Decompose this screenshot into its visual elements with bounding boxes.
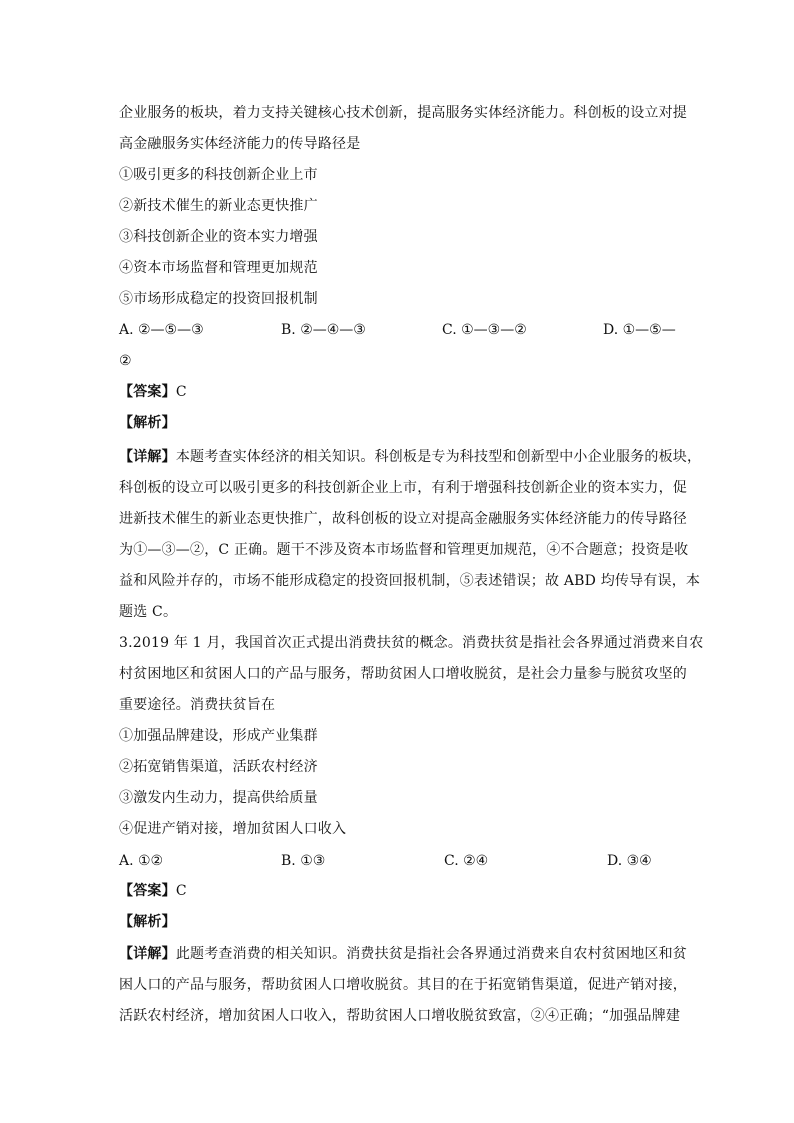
q3-item-4: ④促进产销对接，增加贫困人口收入 [119, 821, 347, 837]
q2-detail-line-1 [119, 447, 701, 467]
q3-option-a: A. ①② [119, 853, 164, 869]
q2-option-b: B. ②—④—③ [281, 322, 366, 338]
q3-stem-line-3: 重要途径。消费扶贫旨在 [119, 697, 276, 713]
q2-detail-tag: 【详解】 [119, 449, 176, 465]
q2-analysis-tag: 【解析】 [119, 415, 176, 431]
q2-answer-tag: 【答案】 [119, 384, 176, 400]
q3-detail-text-1: 此题考查消费的相关知识。消费扶贫是指社会各界通过消费来自农村贫困地区和贫 [175, 946, 688, 962]
q2-detail-line-4: 为①—③—②，C 正确。题干不涉及资本市场监督和管理更加规范，④不合题意；投资是收 [119, 542, 689, 558]
q2-option-a: A. ②—⑤—③ [119, 322, 204, 338]
q2-stem-line-1: 企业服务的板块，着力支持关键核心技术创新，提高服务实体经济能力。科创板的设立对提 [119, 105, 687, 121]
q2-analysis [119, 413, 176, 433]
q2-item-4: ④资本市场监督和管理更加规范 [119, 260, 318, 276]
q3-item-2: ②拓宽销售渠道，活跃农村经济 [119, 759, 318, 775]
q2-answer-value: C [175, 384, 187, 400]
q3-detail-line-3: 活跃农村经济，增加贫困人口收入，帮助贫困人口增收脱贫致富，②④正确；“加强品牌建 [119, 1008, 681, 1024]
q2-detail-line-2: 科创板的设立可以吸引更多的科技创新企业上市，有利于增强科技创新企业的资本实力，促 [119, 480, 687, 496]
q2-option-c: C. ①—③—② [442, 322, 527, 338]
q3-detail-tag: 【详解】 [119, 946, 176, 962]
q3-option-c: C. ②④ [444, 853, 489, 869]
q2-option-d-wrap: ② [119, 353, 132, 369]
q2-option-d: D. ①—⑤— [603, 322, 676, 338]
q3-answer [119, 881, 187, 901]
q3-stem-line-2: 村贫困地区和贫困人口的产品与服务，帮助贫困人口增收脱贫，是社会力量参与脱贫攻坚的 [119, 666, 687, 682]
q2-answer [119, 382, 187, 402]
q3-options [119, 851, 679, 871]
q2-item-5: ⑤市场形成稳定的投资回报机制 [119, 291, 318, 307]
q3-answer-value: C [175, 883, 187, 899]
q3-detail-line-1 [119, 944, 687, 964]
q3-stem-line-1: 3.2019 年 1 月，我国首次正式提出消费扶贫的概念。消费扶贫是指社会各界通过消费来自农 [119, 635, 704, 651]
q3-analysis [119, 912, 176, 932]
q3-detail-line-2: 困人口的产品与服务，帮助贫困人口增收脱贫。其目的在于拓宽销售渠道，促进产销对接， [119, 977, 687, 993]
q3-option-b: B. ①③ [281, 853, 326, 869]
q2-options [119, 320, 679, 340]
q3-answer-tag: 【答案】 [119, 883, 176, 899]
q2-item-2: ②新技术催生的新业态更快推广 [119, 198, 318, 214]
q2-detail-text-1: 本题考查实体经济的相关知识。科创板是专为科技型和创新型中小企业服务的板块， [175, 449, 702, 465]
q2-item-1: ①吸引更多的科技创新企业上市 [119, 167, 318, 183]
q3-option-d: D. ③④ [607, 853, 652, 869]
q2-detail-line-6: 题选 C。 [119, 604, 178, 620]
q2-item-3: ③科技创新企业的资本实力增强 [119, 229, 318, 245]
q2-detail-line-3: 进新技术催生的新业态更快推广，故科创板的设立对提高金融服务实体经济能力的传导路径 [119, 511, 687, 527]
q2-detail-line-5: 益和风险并存的，市场不能形成稳定的投资回报机制，⑤表述错误；故 ABD 均传导有误，本 [119, 573, 701, 589]
q3-analysis-tag: 【解析】 [119, 914, 176, 930]
q3-item-3: ③激发内生动力，提高供给质量 [119, 790, 318, 806]
q2-stem-line-2: 高金融服务实体经济能力的传导路径是 [119, 136, 361, 152]
q3-item-1: ①加强品牌建设，形成产业集群 [119, 728, 318, 744]
